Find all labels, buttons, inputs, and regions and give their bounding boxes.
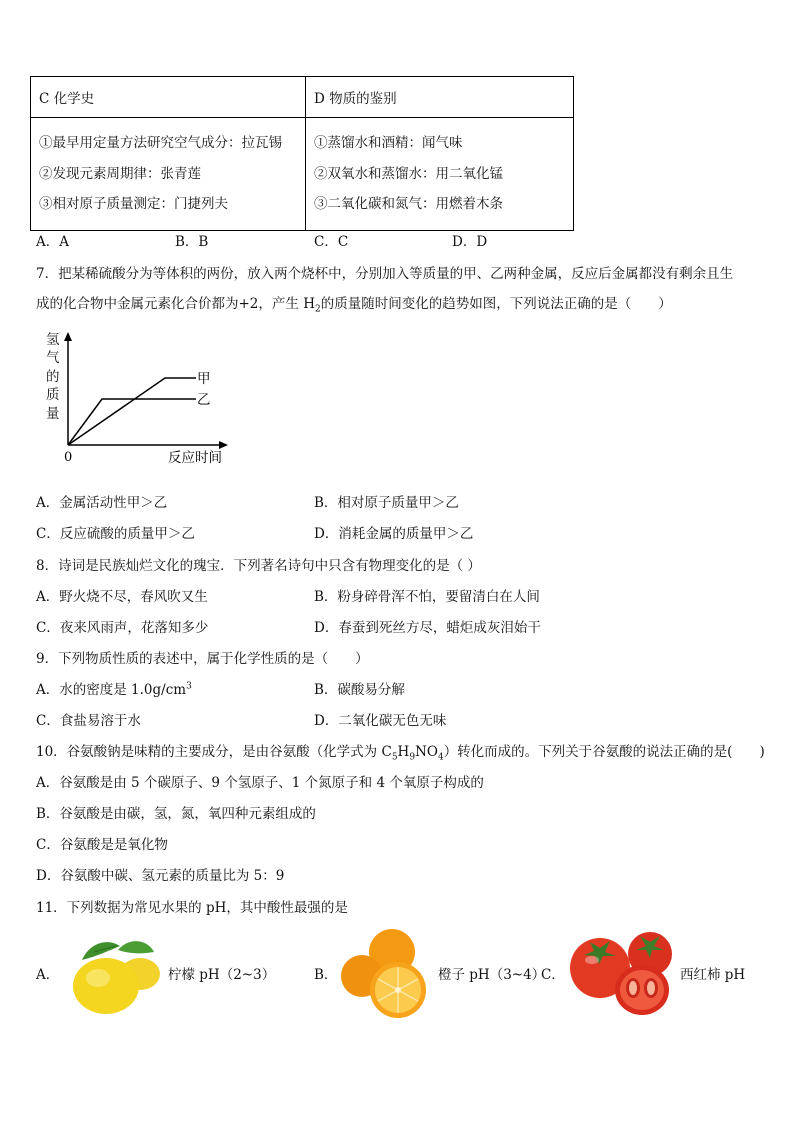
lemon-icon[interactable] — [64, 932, 164, 1018]
q11-option-b-label: 橙子 pH（3~4） — [438, 967, 546, 983]
q7-option-c[interactable]: C．反应硫酸的质量甲＞乙 — [36, 526, 195, 542]
q10-option-a[interactable]: A．谷氨酸是由 5 个碳原子、9 个氢原子、1 个氮原子和 4 个氧原子构成的 — [36, 775, 484, 791]
series-label-yi: 乙 — [197, 392, 211, 408]
q6-option-b[interactable]: B．B — [175, 234, 209, 250]
y-axis-label-char: 量 — [46, 406, 60, 422]
q6-c-item: ①最早用定量方法研究空气成分：拉瓦锡 — [39, 135, 282, 151]
q8-option-c[interactable]: C．夜来风雨声，花落知多少 — [36, 620, 209, 636]
q11-option-a-label: 柠檬 pH（2~3） — [168, 967, 276, 983]
q10-option-c[interactable]: C．谷氨酸是是氧化物 — [36, 837, 168, 853]
q10-subscript: 9 — [409, 752, 416, 763]
q11-option-a-letter[interactable]: A． — [36, 967, 60, 983]
q10-stem-text: 10．谷氨酸钠是味精的主要成分，是由谷氨酸（化学式为 C — [36, 744, 392, 760]
y-axis-label-char: 质 — [46, 387, 60, 403]
q6-c-item: ②发现元素周期律：张青莲 — [39, 165, 201, 182]
q6-table — [30, 76, 574, 231]
q8-stem: 8．诗词是民族灿烂文化的瑰宝．下列著名诗句中只含有物理变化的是（ ） — [36, 558, 481, 574]
q7-stem-line1: 7．把某稀硫酸分为等体积的两份，放入两个烧杯中，分别加入等质量的甲、乙两种金属，反应后金属都没有剩余且生 — [36, 266, 734, 282]
q8-option-a[interactable]: A．野火烧不尽，春风吹又生 — [36, 589, 208, 605]
q7-option-d[interactable]: D．消耗金属的质量甲＞乙 — [314, 526, 474, 542]
q10-option-b[interactable]: B．谷氨酸是由碳，氢，氮，氧四种元素组成的 — [36, 806, 316, 822]
q6-header-c: C 化学史 — [31, 77, 306, 118]
q9-option-d[interactable]: D．二氧化碳无色无味 — [314, 713, 447, 729]
q7-stem-text: 成的化合物中金属元素化合价都为+2，产生 H — [36, 296, 315, 312]
q9-stem: 9．下列物质性质的表述中，属于化学性质的是（ ） — [36, 651, 369, 667]
x-axis-arrow — [219, 441, 228, 449]
q9-option-c[interactable]: C．食盐易溶于水 — [36, 713, 141, 729]
q11-option-c-label: 西红柿 pH — [680, 967, 746, 983]
q6-header-d: D 物质的鉴别 — [306, 77, 574, 118]
q7-graph — [36, 328, 236, 468]
y-axis-label-char: 气 — [46, 350, 60, 366]
q7-option-b[interactable]: B．相对原子质量甲＞乙 — [314, 495, 459, 511]
q6-cell-d — [306, 118, 574, 231]
q7-subscript: 2 — [314, 304, 321, 315]
q11-option-c-letter[interactable]: C． — [541, 967, 565, 983]
q9-option-b[interactable]: B．碳酸易分解 — [314, 682, 405, 698]
q9-option-a-text: A．水的密度是 1.0g/cm — [36, 682, 187, 698]
orange-icon[interactable] — [340, 928, 432, 1020]
q10-stem-text: ）转化而成的。下列关于谷氨酸的说法正确的是( ) — [443, 744, 765, 760]
q6-option-d[interactable]: D．D — [452, 234, 488, 250]
series-label-jia: 甲 — [197, 371, 211, 387]
y-axis-label-char: 的 — [46, 369, 60, 385]
q10-subscript: 4 — [437, 752, 444, 763]
series-line-jia — [68, 378, 196, 445]
q10-stem — [36, 740, 765, 763]
q6-cell-c — [31, 118, 306, 231]
q6-d-item: ②双氧水和蒸馏水：用二氧化锰 — [314, 165, 503, 182]
q7-option-a[interactable]: A．金属活动性甲＞乙 — [36, 495, 168, 511]
origin-label: 0 — [64, 450, 73, 465]
q9-superscript: 3 — [186, 681, 192, 692]
q6-options — [36, 230, 636, 248]
q10-option-d[interactable]: D．谷氨酸中碳、氢元素的质量比为 5：9 — [36, 868, 285, 884]
series-line-yi — [68, 399, 196, 445]
tomato-icon[interactable] — [566, 928, 676, 1020]
q10-subscript: 5 — [391, 752, 398, 763]
y-axis-arrow — [64, 332, 72, 341]
q6-d-item: ③二氧化碳和氮气：用燃着木条 — [314, 196, 503, 212]
x-axis-label: 反应时间 — [168, 450, 222, 466]
q6-option-a[interactable]: A．A — [36, 234, 69, 250]
y-axis-label-char: 氢 — [46, 332, 60, 348]
q7-stem-text: 的质量随时间变化的趋势如图，下列说法正确的是（ ） — [320, 296, 672, 312]
q8-option-d[interactable]: D．春蚕到死丝方尽，蜡炬成灰泪始干 — [314, 620, 541, 636]
q7-stem-line2 — [36, 292, 672, 315]
q6-c-item: ③相对原子质量测定：门捷列夫 — [39, 196, 228, 212]
q11-option-b-letter[interactable]: B． — [314, 967, 338, 983]
q6-d-item: ①蒸馏水和酒精：闻气味 — [314, 135, 463, 151]
q11-stem: 11．下列数据为常见水果的 pH，其中酸性最强的是 — [36, 900, 348, 916]
q8-option-b[interactable]: B．粉身碎骨浑不怕，要留清白在人间 — [314, 589, 540, 605]
q10-formula-part: H — [397, 744, 410, 760]
q9-option-a[interactable] — [36, 678, 192, 698]
q6-option-c[interactable]: C．C — [314, 234, 349, 250]
q10-formula-part: NO — [415, 744, 438, 760]
